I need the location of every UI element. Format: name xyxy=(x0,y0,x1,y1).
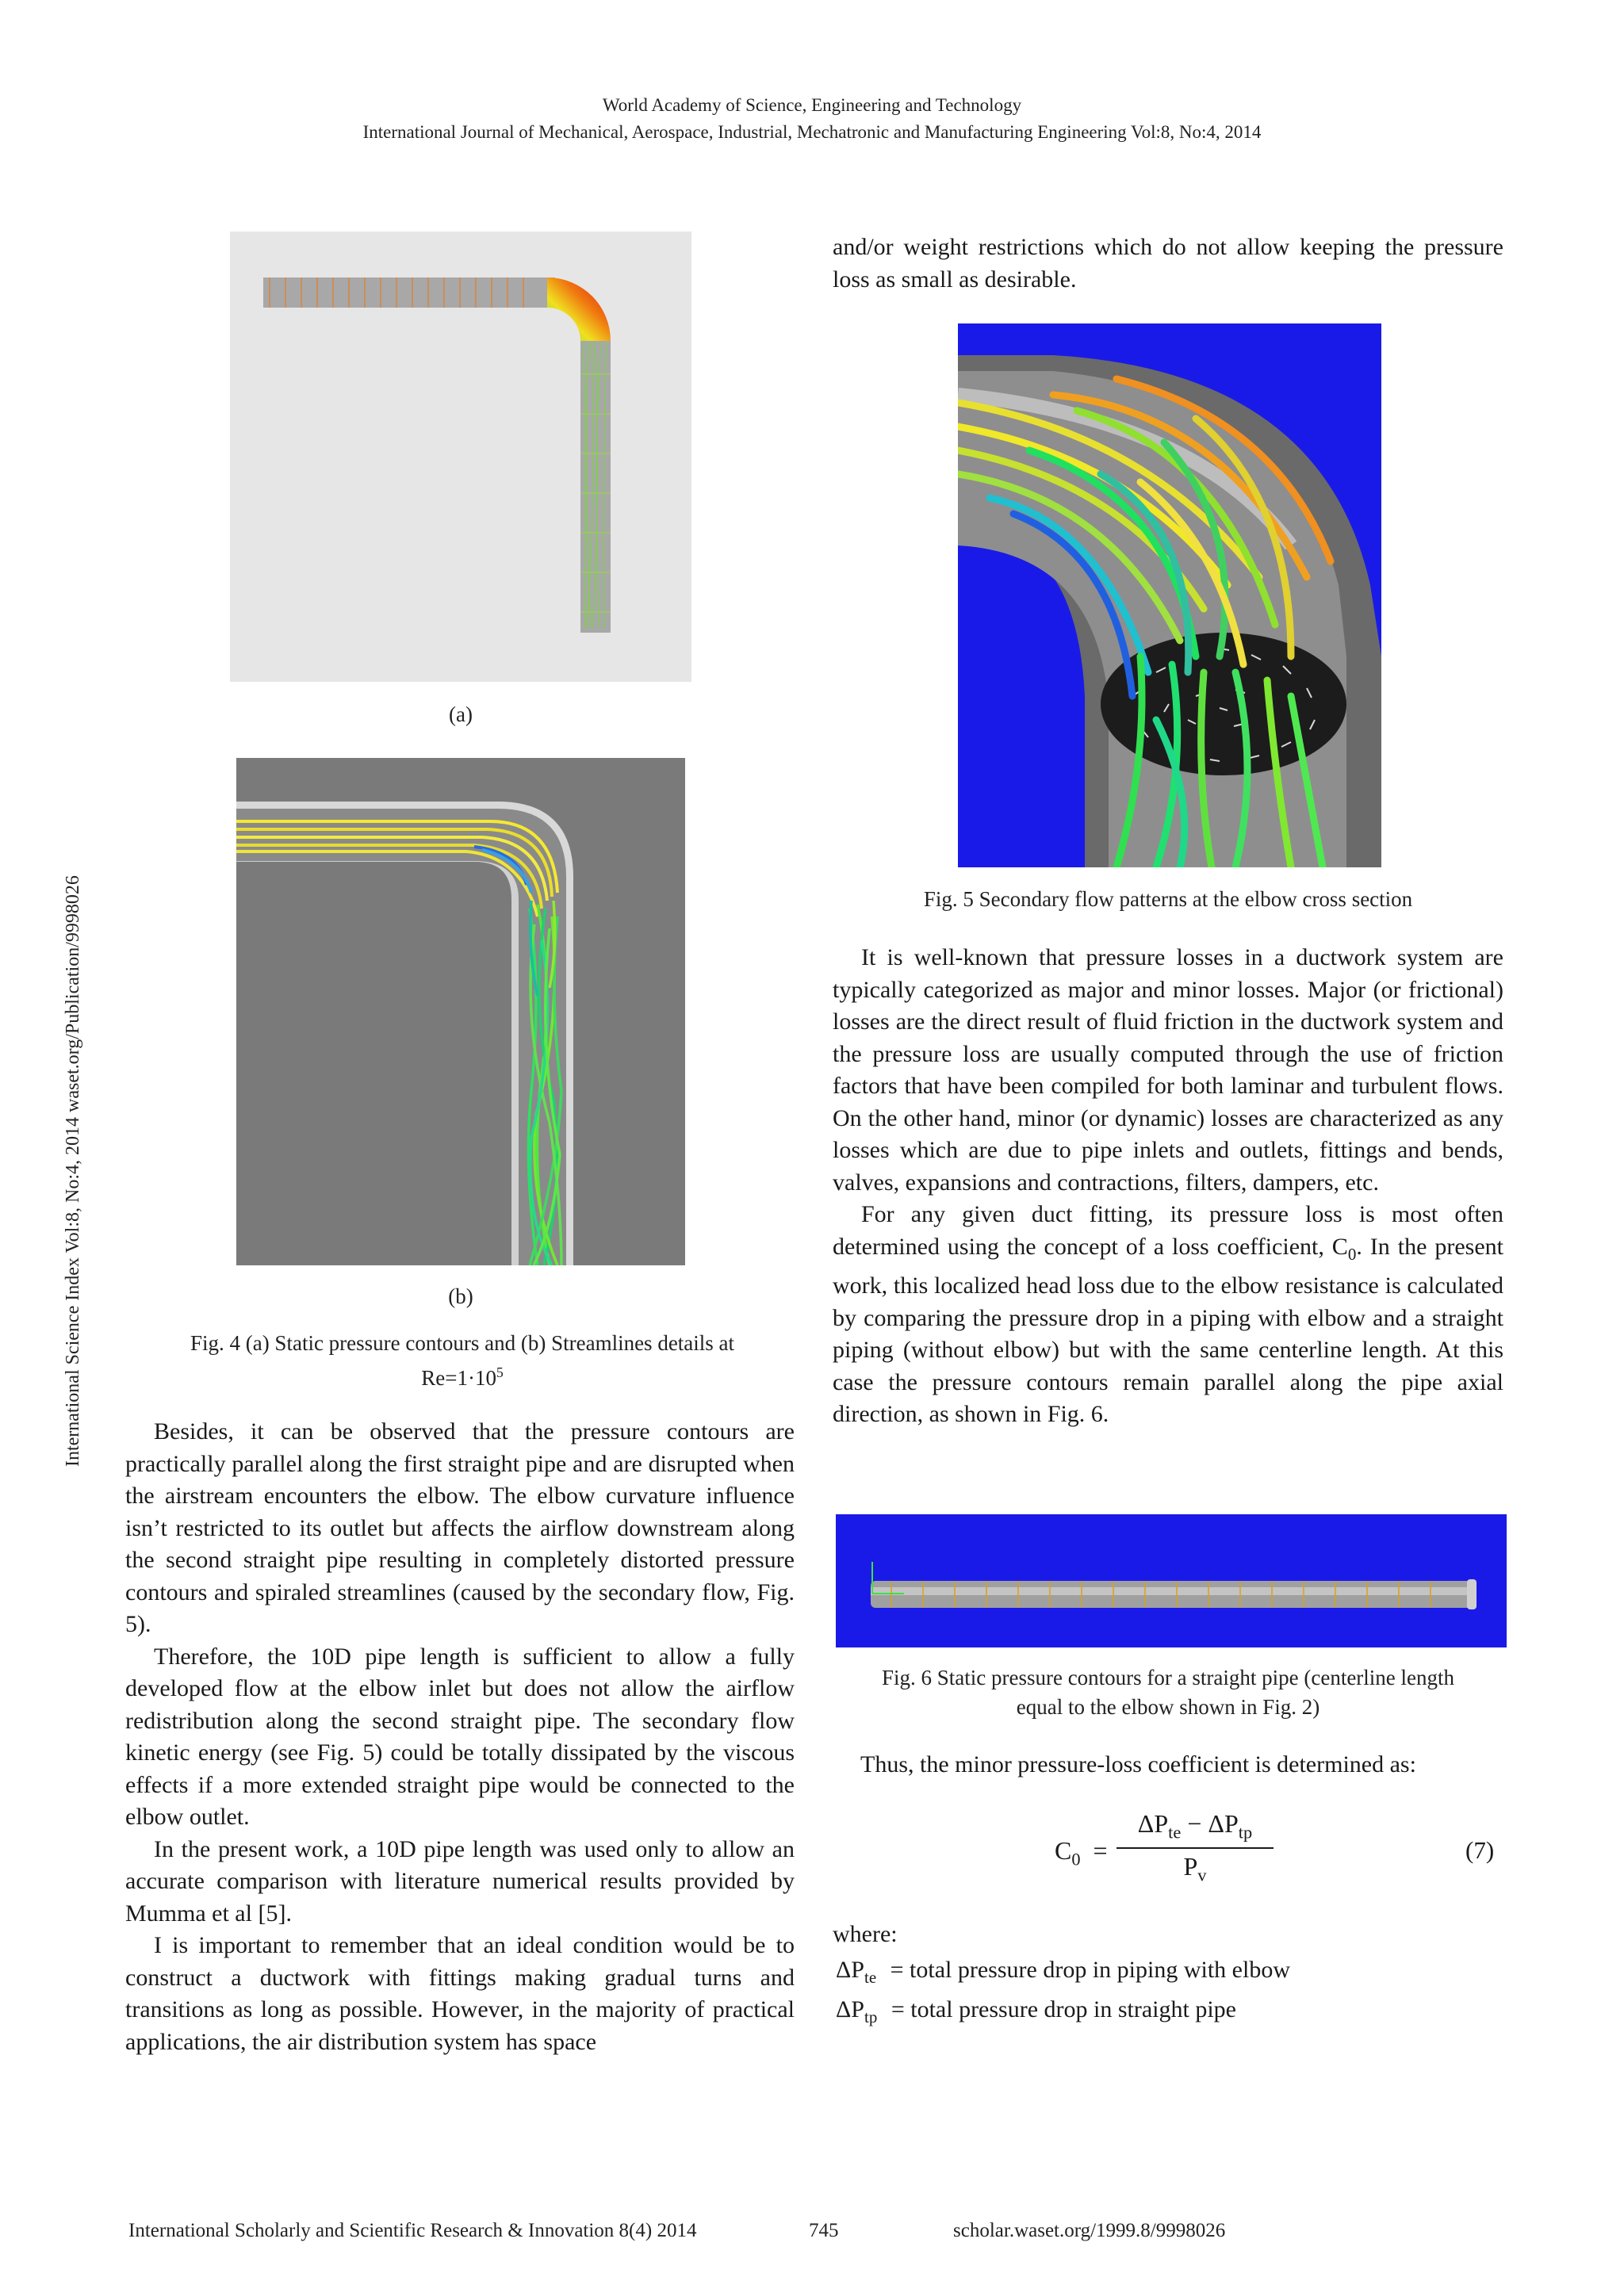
definition-dptp-symbol: ΔP xyxy=(836,1996,864,2022)
paragraph-weight-restrictions: and/or weight restrictions which do not allow keeping the pressure loss as small as desirable. xyxy=(833,234,1503,293)
fig4-caption-line1: Fig. 4 (a) Static pressure contours and (b) Streamlines details at xyxy=(190,1331,735,1355)
where-label: where: xyxy=(833,1921,898,1947)
fig4b-image xyxy=(236,758,685,1265)
footer-url: scholar.waset.org/1999.8/9998026 xyxy=(953,2220,1226,2241)
duct-fitting-text-a: For any given duct fitting, its pressure loss is most often determined using the concept of a loss coefficient, C xyxy=(833,1201,1503,1260)
definition-dpte-subscript: te xyxy=(864,1968,877,1987)
duct-fitting-text-b: . In the present work, this localized head loss due to the elbow resistance is calculated by comparing the pressure drop in a piping with elbow and a straight piping (without elbow) but with the same centerline length. At this case the pressure contours remain parallel along the pipe axial direction, as shown in Fig. 6. xyxy=(833,1233,1503,1427)
denominator-v-subscript: v xyxy=(1197,1865,1207,1885)
fig4a-label: (a) xyxy=(449,702,473,726)
journal-name: World Academy of Science, Engineering and Technology xyxy=(602,95,1022,115)
fig4-reynolds: Re=1·10 xyxy=(421,1366,496,1390)
sidebar-index-text: International Science Index Vol:8, No:4, 2014 waset.org/Publication/9998026 xyxy=(63,875,83,1467)
fig4-caption-line2 xyxy=(125,1358,799,1393)
fig4-caption xyxy=(125,1329,799,1393)
fig6-caption-line1: Fig. 6 Static pressure contours for a straight pipe (centerline length xyxy=(881,1666,1455,1689)
paragraph-duct-fitting xyxy=(833,1199,1503,1431)
fig6-caption-line2: equal to the elbow shown in Fig. 2) xyxy=(1016,1695,1320,1719)
equation-c: C xyxy=(1055,1836,1072,1865)
equation-equals: = xyxy=(1093,1836,1108,1865)
equation-number: (7) xyxy=(1465,1836,1495,1864)
fig4a-image xyxy=(230,232,691,682)
numerator-dpte: ΔP xyxy=(1137,1809,1169,1838)
definition-dpte-symbol: ΔP xyxy=(836,1957,864,1983)
numerator-tp-subscript: tp xyxy=(1238,1822,1253,1843)
fraction-bar xyxy=(1116,1847,1274,1849)
journal-subtitle: International Journal of Mechanical, Aerospace, Industrial, Mechatronic and Manufacturing Engineering Vol:8, No:4, 2014 xyxy=(362,122,1262,142)
footer-page-number: 745 xyxy=(809,2220,839,2241)
thus-sentence: Thus, the minor pressure-loss coefficient is determined as: xyxy=(860,1751,1416,1777)
fig4b-label: (b) xyxy=(448,1284,473,1308)
equation-c-subscript: 0 xyxy=(1071,1849,1081,1869)
equation-denominator xyxy=(1116,1852,1274,1885)
equation-lhs xyxy=(1055,1836,1108,1869)
paragraph-therefore: Therefore, the 10D pipe length is sufficient to allow a fully developed flow at the elbow inlet but does not allow the airflow redistribution along the second straight pipe. The secondary flow kinetic energy (see Fig. 5) could be totally dissipated by the viscous effects if a more extended straight pipe would be connected to the elbow outlet. xyxy=(125,1643,795,1830)
fig6-image xyxy=(836,1514,1507,1647)
right-column-text xyxy=(833,942,1503,1431)
c0-subscript: 0 xyxy=(1347,1244,1357,1264)
fig5-image xyxy=(958,323,1381,867)
numerator-te-subscript: te xyxy=(1168,1822,1182,1843)
fig6-caption xyxy=(833,1663,1503,1722)
fig5-caption: Fig. 5 Secondary flow patterns at the elbow cross section xyxy=(923,887,1413,911)
footer-publisher: International Scholarly and Scientific Research & Innovation 8(4) 2014 xyxy=(128,2220,697,2241)
paragraph-besides: Besides, it can be observed that the pressure contours are practically parallel along the first straight pipe and are disrupted when the airstream encounters the elbow. The elbow curvature influence isn’t restricted to its outlet but affects the airflow downstream along the second straight pipe resulting in completely distorted pressure contours and spiraled streamlines (caused by the secondary flow, Fig. 5). xyxy=(125,1418,795,1637)
paragraph-well-known: It is well-known that pressure losses in a ductwork system are typically categorized as major and minor losses. Major (or frictional) losses are the direct result of fluid friction in the ductwork system and the pressure loss are usually computed through the use of friction factors that have been compiled for both laminar and turbulent flows. On the other hand, minor (or dynamic) losses are characterized as any losses which are due to pipe inlets and outlets, fittings and bends, valves, expansions and contractions, filters, dampers, etc. xyxy=(833,944,1503,1196)
fig4-reynolds-exponent: 5 xyxy=(496,1364,504,1380)
paragraph-ideal-condition: I is important to remember that an ideal condition would be to construct a ductwork with fittings making gradual turns and transitions as long as possible. However, in the majority of practical applications, the air distribution system has space xyxy=(125,1932,795,2055)
definition-dptp-subscript: tp xyxy=(864,2007,878,2026)
numerator-dptp: ΔP xyxy=(1208,1809,1239,1838)
equation-7 xyxy=(1055,1809,1293,1888)
right-top-text-block xyxy=(833,232,1503,296)
definition-dptp-text: = total pressure drop in straight pipe xyxy=(891,1996,1236,2022)
equation-numerator xyxy=(1116,1809,1274,1843)
definition-dpte-text: = total pressure drop in piping with elbow xyxy=(890,1957,1290,1983)
left-column-text xyxy=(125,1416,795,2058)
numerator-minus: − xyxy=(1187,1809,1202,1838)
paragraph-present-work: In the present work, a 10D pipe length was used only to allow an accurate comparison with literature numerical results provided by Mumma et al [5]. xyxy=(125,1835,795,1927)
definition-dptp xyxy=(836,1990,1236,2037)
denominator-p: P xyxy=(1183,1852,1198,1881)
